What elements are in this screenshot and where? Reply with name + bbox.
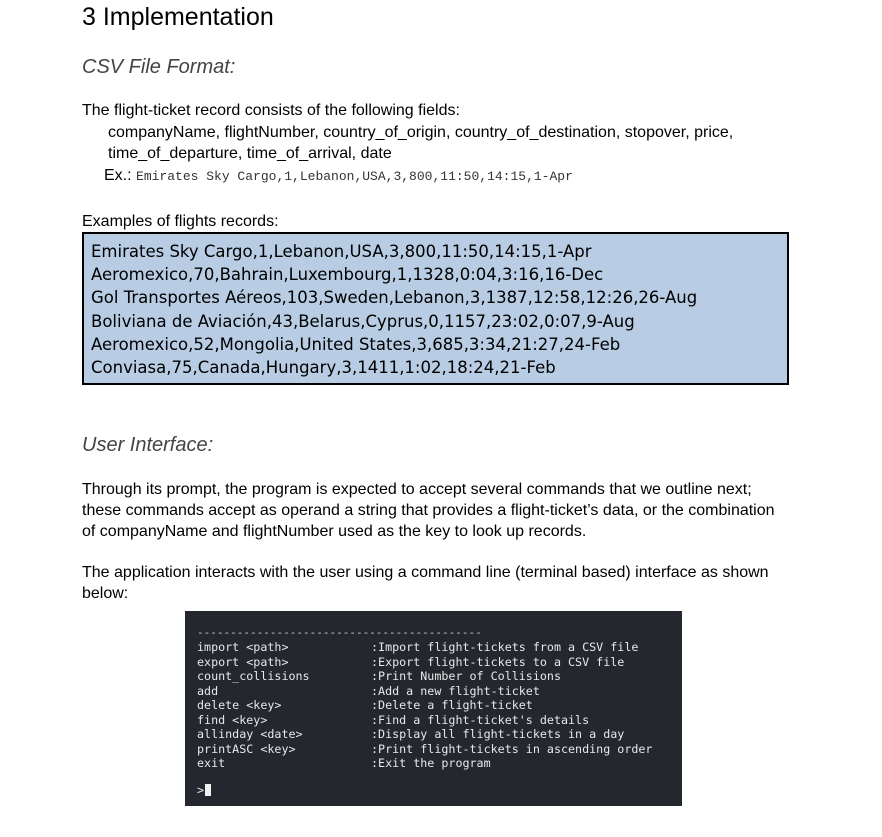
terminal-prompt[interactable] bbox=[197, 783, 211, 797]
command-name: find <key> bbox=[197, 712, 268, 727]
command-name: allinday <date> bbox=[197, 727, 303, 741]
csv-format-heading: CSV File Format: bbox=[82, 56, 236, 78]
command-name: count_collisions bbox=[197, 669, 310, 683]
record-line: Conviasa,75,Canada,Hungary,3,1411,1:02,18:24,21-Feb bbox=[91, 358, 556, 378]
user-interface-heading: User Interface: bbox=[82, 434, 214, 456]
ui-paragraph-2-line-1: The application interacts with the user using a command line (terminal based) interface as shown bbox=[82, 564, 769, 581]
command-row bbox=[197, 742, 652, 757]
command-description: :Print Number of Collisions bbox=[371, 669, 561, 683]
command-row bbox=[197, 713, 652, 728]
command-row bbox=[197, 669, 652, 684]
command-row bbox=[197, 684, 652, 699]
command-description: :Display all flight-tickets in a day bbox=[371, 727, 625, 741]
ui-paragraph-1-line-2: these commands accept as operand a string that provides a flight-ticket’s data, or the combination bbox=[82, 502, 775, 519]
record-line: Aeromexico,52,Mongolia,United States,3,685,3:34,21:27,24-Feb bbox=[91, 334, 621, 354]
section-title: 3 Implementation bbox=[82, 3, 274, 31]
command-description: :Import flight-tickets from a CSV file bbox=[371, 640, 639, 654]
command-description: :Exit the program bbox=[371, 756, 491, 770]
fields-intro: The flight-ticket record consists of the following fields: bbox=[82, 102, 460, 119]
ui-paragraph-1-line-1: Through its prompt, the program is expected to accept several commands that we outline next; bbox=[82, 481, 752, 498]
ui-paragraph-2-line-2: below: bbox=[82, 585, 129, 602]
command-name: import <path> bbox=[197, 640, 289, 654]
record-line: Boliviana de Aviación,43,Belarus,Cyprus,0,1157,23:02,0:07,9-Aug bbox=[91, 311, 635, 331]
example-label: Ex.: bbox=[104, 167, 132, 184]
example-value: Emirates Sky Cargo,1,Lebanon,USA,3,800,11:50,14:15,1-Apr bbox=[136, 169, 573, 184]
record-line: Aeromexico,70,Bahrain,Luxembourg,1,1328,0:04,3:16,16-Dec bbox=[91, 265, 604, 285]
command-description: :Delete a flight-ticket bbox=[371, 698, 533, 712]
cursor-block bbox=[205, 784, 211, 796]
command-name: add bbox=[197, 683, 219, 698]
record-line: Emirates Sky Cargo,1,Lebanon,USA,3,800,11:50,14:15,1-Apr bbox=[91, 242, 592, 261]
command-name: exit bbox=[197, 756, 226, 770]
command-row bbox=[197, 756, 652, 771]
command-description: :Export flight-tickets to a CSV file bbox=[371, 654, 625, 669]
prompt-symbol: > bbox=[197, 783, 205, 797]
ui-paragraph-1-line-3: of companyName and flightNumber used as the key to look up records. bbox=[82, 523, 587, 540]
record-line: Gol Transportes Aéreos,103,Sweden,Lebanon,3,1387,12:58,12:26,26-Aug bbox=[91, 288, 698, 308]
command-description: :Add a new flight-ticket bbox=[371, 683, 540, 698]
records-box bbox=[82, 232, 789, 385]
command-row bbox=[197, 640, 652, 655]
terminal-separator: ------------------------------------------- bbox=[197, 626, 482, 639]
example-line bbox=[104, 165, 573, 187]
command-row bbox=[197, 655, 652, 670]
fields-line-1: companyName, flightNumber, country_of_origin, country_of_destination, stopover, price, bbox=[108, 124, 734, 141]
command-list bbox=[197, 640, 652, 771]
command-name: delete <key> bbox=[197, 698, 282, 712]
terminal-window bbox=[185, 611, 682, 806]
command-row bbox=[197, 727, 652, 742]
command-description: :Print flight-tickets in ascending order bbox=[371, 741, 653, 756]
fields-line-2: time_of_departure, time_of_arrival, date bbox=[108, 145, 392, 162]
command-row bbox=[197, 698, 652, 713]
command-name: export <path> bbox=[197, 654, 289, 669]
command-description: :Find a flight-ticket's details bbox=[371, 712, 590, 727]
records-label: Examples of flights records: bbox=[82, 213, 279, 230]
command-name: printASC <key> bbox=[197, 741, 296, 756]
